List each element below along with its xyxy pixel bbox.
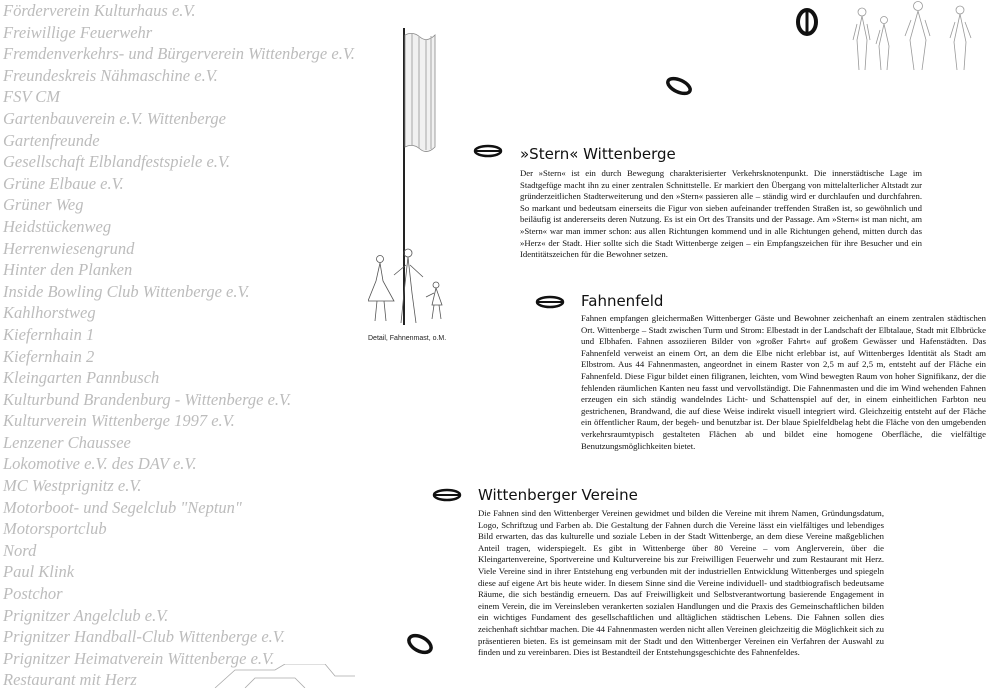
- stern-logo-icon: [473, 144, 503, 158]
- club-item: Lokomotive e.V. des DAV e.V.: [3, 454, 197, 474]
- club-list: [3, 0, 355, 691]
- stern-logo-icon: [665, 76, 693, 96]
- club-item: Nord: [3, 540, 37, 560]
- club-item: Heidstückenweg: [3, 216, 112, 236]
- club-item: Förderverein Kulturhaus e.V.: [3, 1, 196, 20]
- club-item: Inside Bowling Club Wittenberge e.V.: [3, 281, 250, 301]
- club-item: Freiwillige Feuerwehr: [3, 22, 153, 42]
- club-item: Restaurant mit Herz: [3, 670, 137, 690]
- section-text-stern: Der »Stern« ist ein durch Bewegung charakterisierter Verkehrsknotenpunkt. Die innerstädtische Lage im Stadtgefüge macht ihn zu einer zentralen Schnittstelle. Er markiert den Übergang von mittelalterlicher Altstadt zur gründerzeitlichen Stadterweiterung und den »Stern« passieren alle – ständig wird er durchlaufen und durchfahren. So markant und bedeutsam einerseits die Figur von sieben aufeinander treffenden Straßen ist, so gewöhnlich und beiläufig ist andererseits deren Nutzung. Es ist ein Ort des Transits und der Passage. Am »Stern« ist man nicht, am »Stern« war man immer schon: aus allen Richtungen kommend und in alle Richtungen gehend, mitten durch das »Herz« der Stadt. Hier sollte sich die Stadt Wittenberge zeigen – ein Empfangszeichen für ihre Besucher und ein Identitätszeichen für die Bewohner setzen.: [520, 168, 922, 260]
- club-item: Gartenbauverein e.V. Wittenberge: [3, 108, 226, 128]
- club-item: Kiefernhain 2: [3, 346, 95, 366]
- section-title-fahnenfeld: Fahnenfeld: [581, 292, 664, 310]
- club-item: Freundeskreis Nähmaschine e.V.: [3, 65, 218, 85]
- club-item: Grüne Elbaue e.V.: [3, 173, 124, 193]
- pedestrians-sketch: [850, 0, 985, 72]
- section-title-stern: »Stern« Wittenberge: [520, 145, 676, 163]
- club-item: Kleingarten Pannbusch: [3, 368, 160, 388]
- club-item: Herrenwiesengrund: [3, 238, 135, 258]
- club-item: Lenzener Chaussee: [3, 432, 131, 452]
- section-title-vereine: Wittenberger Vereine: [478, 486, 638, 504]
- club-item: Motorboot- und Segelclub "Neptun": [3, 497, 242, 517]
- club-item: Prignitzer Heimatverein Wittenberge e.V.: [3, 648, 275, 668]
- club-item: Gartenfreunde: [3, 130, 100, 150]
- section-text-fahnenfeld: Fahnen empfangen gleichermaßen Wittenberger Gäste und Bewohner zeichenhaft an einem zentralen städtischen Ort. Wittenberge – Stadt zwischen Turm und Strom: Elbestadt in der Landschaft der Elbtalaue, Stadt mit Elbbrücke und Elbhafen. Fahnen assoziieren Bilder von »großer Fahrt« auf großem Gewässer und Hafenstädten. Das Fahnenfeld verweist an einem Ort, an dem die Elbe nicht erlebbar ist, auf Wittenberges Identität als Stadt am Elbstrom. Aus 44 Fahnenmasten, angeordnet in einem Raster von 2,5 m auf 2,5 m, entsteht auf der Fläche ein Fahnenfeld. Diese Figur bildet einen filigranen, leichten, vom Wind bewegten Raum von hoher Signifikanz, der die fehlenden räumlichen Kanten neu fasst und vervollständigt. Die Fahnenmasten und die im Wind wehenden Fahnen erzeugen ein sich ständig wandelndes Licht- und Schattenspiel auf der, in einem einheitlichen Farbton neu gestrichenen, Brandwand, die auf diese Weise indirekt visuell integriert wird. Gleichzeitig entsteht auf der Fläche ein öffentlicher Raum, der begeh- und benutzbar ist. Der blaue Spielfeldbelag hebt die Fläche von den umgebenden verkehrsraumtypisch gestalteten Flächen ab und bildet eine homogene Oberfläche, die vielfältige Benutzungsmöglichkeiten bietet.: [581, 313, 986, 451]
- stern-logo-icon: [405, 632, 435, 656]
- flagpole-illustration: [368, 25, 458, 330]
- stern-logo-icon: [432, 488, 462, 502]
- club-item: Kulturverein Wittenberge 1997 e.V.: [3, 411, 235, 431]
- stern-logo-icon: [794, 7, 820, 37]
- club-item: Kulturbund Brandenburg - Wittenberge e.V.: [3, 389, 292, 409]
- club-item: Prignitzer Angelclub e.V.: [3, 605, 169, 625]
- building-sketch: [205, 664, 365, 688]
- club-item: Grüner Weg: [3, 195, 84, 215]
- flagpole: [404, 28, 435, 325]
- stern-logo-icon: [535, 295, 565, 309]
- club-item: Gesellschaft Elblandfestspiele e.V.: [3, 152, 230, 172]
- club-item: Hinter den Planken: [3, 260, 133, 280]
- club-item: Prignitzer Handball-Club Wittenberge e.V.: [3, 627, 285, 647]
- club-item: Paul Klink: [3, 562, 75, 582]
- figure-caption: Detail, Fahnenmast, o.M.: [368, 335, 447, 342]
- club-item: Kiefernhain 1: [3, 324, 95, 344]
- section-text-vereine: Die Fahnen sind den Wittenberger Vereinen gewidmet und bilden die Vereine mit ihrem Namen, Gründungsdatum, Logo, Schriftzug und Farben ab. Die Gestaltung der Fahnen durch die Vereine lässt ein vielfältiges und lebendiges Bild erwarten, das das kulturelle und soziale Leben in der Stadt Wittenberge, an dem diese Vereine maßgeblichen Anteil tragen, widerspiegelt. Es gibt in Wittenberge über 80 Vereine – vom Anglerverein, über die Kleingartenvereine, Sportvereine und Kulturvereine bis zur Freiwilligen Feuerwehr und zum Restaurant mit Herz. Viele Vereine sind in ihrer Entstehung eng verbunden mit der industriellen Entwicklung Wittenberges und spiegeln diese auf eigene Art bis heute wider. In diesem Sinne sind die Vereine individuell- und stadtbiografisch bedeutsame Räume, die sich beständig erneuern. Das auf Freiwilligkeit und Selbstverantwortung basierende Engagement in einem Verein, die im Vereinsleben verankerten sozialen Handlungen und die Praxis des Gemeinschaftlichen bilden ein wichtiges Fundament des gesellschaftlichen und alltäglichen städtischen Lebens. Die Fahnen sollen dies zeichenhaft sichtbar machen. Die 44 Fahnenmasten werden nicht allen Vereinen gleichzeitig die Möglichkeit sich zu präsentieren bieten. Es ist gemeinsam mit der Stadt und den Wittenberger Vereinen ein Verfahren der Auswahl zu finden und zu vereinbaren. Dies ist Bestandteil der Entstehungsgeschichte des Fahnenfeldes.: [478, 508, 884, 658]
- club-item: Postchor: [3, 584, 63, 604]
- club-item: MC Westprignitz e.V.: [3, 476, 142, 496]
- club-item: Kahlhorstweg: [3, 303, 96, 323]
- club-item: Fremdenverkehrs- und Bürgerverein Wittenberge e.V.: [3, 44, 355, 64]
- club-item: Motorsportclub: [3, 519, 107, 539]
- club-item: FSV CM: [3, 87, 60, 107]
